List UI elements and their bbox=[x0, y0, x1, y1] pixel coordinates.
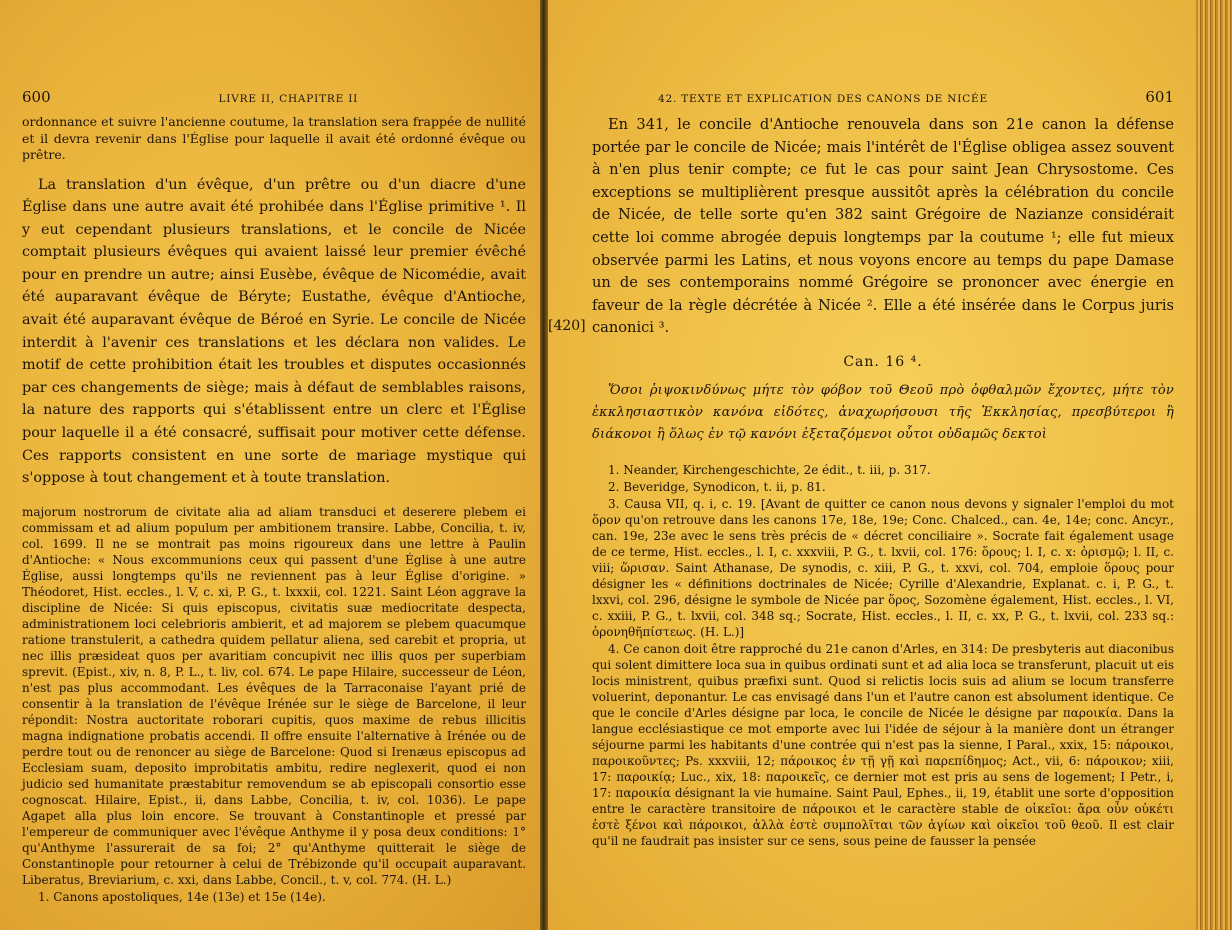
right-page-number: 601 bbox=[1145, 88, 1174, 106]
left-page bbox=[0, 0, 540, 930]
left-running-head bbox=[22, 88, 526, 114]
greek-canon-text: Ὅσοι ῥιψοκινδύνως μήτε τὸν φόβον τοῦ Θεοῦ πρὸ ὀφθαλμῶν ἔχοντες, μήτε τὸν ἐκκλησιαστικὸν κανόνα εἰδότες, ἀναχωρήσουσι τῆς Ἐκκλησίας, πρεσβύτεροι ἢ διάκονοι ἢ ὅλως ἐν τῷ κανόνι ἐξεταζόμενοι οὗτοι οὐδαμῶς δεκτοὶ bbox=[592, 382, 1174, 442]
right-footnotes bbox=[592, 462, 1174, 849]
right-running-head bbox=[592, 88, 1174, 114]
right-footnote-1: 1. Neander, Kirchengeschichte, 2e édit., t. iii, p. 317. bbox=[608, 462, 931, 477]
right-paragraph: En 341, le concile d'Antioche renouvela dans son 21e canon la défense portée par le concile de Nicée; mais l'intérêt de l'Église obligea assez souvent à n'en plus tenir compte; ce fut le cas pour saint Jean Chrysostome. Ces exceptions se multiplièrent presque aussitôt après la célébration du concile de Nicée, de telle sorte qu'en 382 saint Grégoire de Nazianze considérait cette loi comme abrogée depuis longtemps par la coutume ¹; elle fut mieux observée parmi les Latins, et nous voyons encore au temps du pape Damase un de ses contemporains nommé Grégoire se prononcer avec énergie en faveur de la règle décrétée à Nicée ². Elle a été insérée dans le Corpus juris canonici ³. bbox=[592, 116, 1174, 337]
right-main-text bbox=[592, 114, 1174, 340]
left-main-text bbox=[22, 114, 526, 490]
left-footnote-continued: majorum nostrorum de civitate alia ad aliam transduci et deserere plebem ei commissam et ad alium populum per ambitionem transire. Labbe, Concilia, t. iv, col. 1699. Il ne se montrait pas moins rigoureux dans une lettre à Paulin d'Antioche: « Nous excommunions ceux qui passent d'une Église à une autre Église, aussi longtemps qu'ils ne reviennent pas à leur Église d'origine. » Théodoret, Hist. eccles., l. V, c. xi, P. G., t. lxxxii, col. 1221. Saint Léon aggrave la discipline de Nicée: Si quis episcopus, civitatis suæ mediocritate despecta, administrationem loci celebrioris ambierit, et ad majorem se plebem quacumque ratione transtulerit, a cathedra quidem pellatur aliena, sed carebit et propria, ut nec illis præsideat quos per avaritiam concupivit nec illis quos per superbiam sprevit. (Epist., xiv, n. 8, P. L., t. liv, col. 674. Le pape Hilaire, successeur de Léon, n'est pas plus accommodant. Les évêques de la Tarraconaise l'ayant prié de consentir à la translation de l'évêque Irénée sur le siège de Barcelone, il leur répondit: Nostra auctoritate roborari cupitis, quos maxime de rebus illicitis magna indignatione probatis accendi. Il offre ensuite l'alternative à Irénée ou de perdre tout ou de renoncer au siège de Barcelone: Quod si Irenæus episcopus ad Ecclesiam suam, deposito improbitatis ambitu, redire neglexerit, quod ei non judicio sed humanitate præstabitur removendum se ab episcopali consortio esse cognoscat. Hilaire, Epist., ii, dans Labbe, Concilia, t. iv, col. 1036). Le pape Agapet alla plus loin encore. Se trouvant à Constantinople et pressé par l'empereur de communiquer avec l'évêque Anthyme il y posa deux conditions: 1° qu'Anthyme l'assurerait de sa foi; 2° qu'Anthyme quitterait le siège de Constantinople pour retourner à celui de Trébizonde qu'il occupait auparavant. Liberatus, Breviarium, c. xxi, dans Labbe, Concil., t. v, col. 774. (H. L.) bbox=[22, 504, 526, 887]
left-paragraph-translation: La translation d'un évêque, d'un prêtre ou d'un diacre d'une Église dans une autre avait été prohibée dans l'Église primitive ¹. Il y eut cependant plusieurs translations, et le concile de Nicée comptait plusieurs évêques qui avaient laissé leur premier évêché pour en prendre un autre; ainsi Eusèbe, évêque de Nicomédie, avait été auparavant évêque de Béryte; Eustathe, évêque d'Antioche, avait été auparavant évêque de Béroé en Syrie. Le concile de Nicée interdit à l'avenir ces translations et les déclara non valides. Le motif de cette prohibition était les troubles et disputes occasionnés par ces changements de siège; mais à défaut de semblables raisons, la nature des rapports qui s'établissent entre un clerc et l'Église pour laquelle il a été consacré, suffisait pour motiver cette défense. Ces rapports consistent en une sorte de mariage mystique qui s'oppose à tout changement et à toute translation. bbox=[22, 176, 526, 487]
left-footnotes bbox=[22, 504, 526, 905]
book-spine bbox=[540, 0, 548, 930]
right-page bbox=[548, 0, 1196, 930]
left-running-title: LIVRE II, CHAPITRE II bbox=[218, 93, 359, 105]
right-footnote-3: 3. Causa VII, q. i, c. 19. [Avant de quitter ce canon nous devons y signaler l'emploi du mot ὅρον qu'on retrouve dans les canons 17e, 18e, 19e; Conc. Chalced., can. 4e, 14e; conc. Ancyr., can. 19e, 23e avec le sens très précis de « décret conciliaire ». Socrate fait également usage de ce terme, Hist. eccles., l. I, c. xxxviii, P. G., t. lxvii, col. 176: ὅρους; l. I, c. x: ὁρισμῷ; l. II, c. viii; ὥρισαν. Saint Athanase, De synodis, c. xiii, P. G., t. xxvi, col. 704, emploie ὅρους pour désigner les « définitions doctrinales de Nicée; Cyrille d'Alexandrie, Explanat. c. i, P. G., t. lxxvi, col. 296, désigne le symbole de Nicée par ὅρος, Sozomène également, Hist. eccles., l. VI, c. xxiii, P. G., t. lxvii, col. 348 sq.; Socrate, Hist. eccles., l. II, c. xx, P. G., t. lxvii, col. 233 sq.: ὁρονηθῆπίστεως. (H. L.)] bbox=[592, 496, 1174, 639]
margin-page-marker: [420] bbox=[548, 318, 586, 334]
right-running-title: 42. TEXTE ET EXPLICATION DES CANONS DE NICÉE bbox=[658, 93, 988, 105]
left-paragraph-continued: ordonnance et suivre l'ancienne coutume, la translation sera frappée de nullité et il devra revenir dans l'Église pour laquelle il avait été ordonné évêque ou prêtre. bbox=[22, 114, 526, 162]
canon-heading: Can. 16 ⁴. bbox=[843, 353, 923, 370]
left-page-number: 600 bbox=[22, 88, 51, 106]
book-page-edges bbox=[1196, 0, 1232, 930]
right-footnote-2: 2. Beveridge, Synodicon, t. ii, p. 81. bbox=[608, 479, 826, 494]
right-footnote-4: 4. Ce canon doit être rapproché du 21e canon d'Arles, en 314: De presbyteris aut diaconibus qui solent dimittere loca sua in quibus ordinati sunt et ad alia loca se transferunt, placuit ut eis locis ministrent, quibus præfixi sunt. Quod si relictis locis suis ad alium se locum transferre voluerint, deponantur. Le cas envisagé dans l'un et l'autre canon est absolument identique. Ce que le concile d'Arles désigne par loca, le concile de Nicée le désigne par παροικία. Dans la langue ecclésiastique ce mot emporte avec lui l'idée de séjour à la manière dont un étranger séjourne parmi les habitants d'une contrée qui n'est pas la sienne, I Paral., xxix, 15: πάροικοι, παροικοῦντες; Ps. xxxviii, 12; πάροικος ἐν τῇ γῇ καὶ παρεπίδημος; Act., vii, 6: πάροικον; xiii, 17: παροικίᾳ; Luc., xix, 18: παροικεῖς, ce dernier mot est pris au sens de logement; I Petr., i, 17: παροικία désignant la vie humaine. Saint Paul, Ephes., ii, 19, établit une sorte d'opposition entre le caractère transitoire de πάροικοι et le caractère stable de οἰκεῖοι: ἄρα οὖν οὐκέτι ἐστὲ ξένοι καὶ πάροικοι, ἀλλὰ ἐστὲ συμπολῖται τῶν ἁγίων καὶ οἰκεῖοι τοῦ θεοῦ. Il est clair qu'il ne faudrait pas insister sur ce sens, sous peine de fausser la pensée bbox=[592, 641, 1174, 848]
left-footnote-1: 1. Canons apostoliques, 14e (13e) et 15e (14e). bbox=[38, 889, 326, 904]
